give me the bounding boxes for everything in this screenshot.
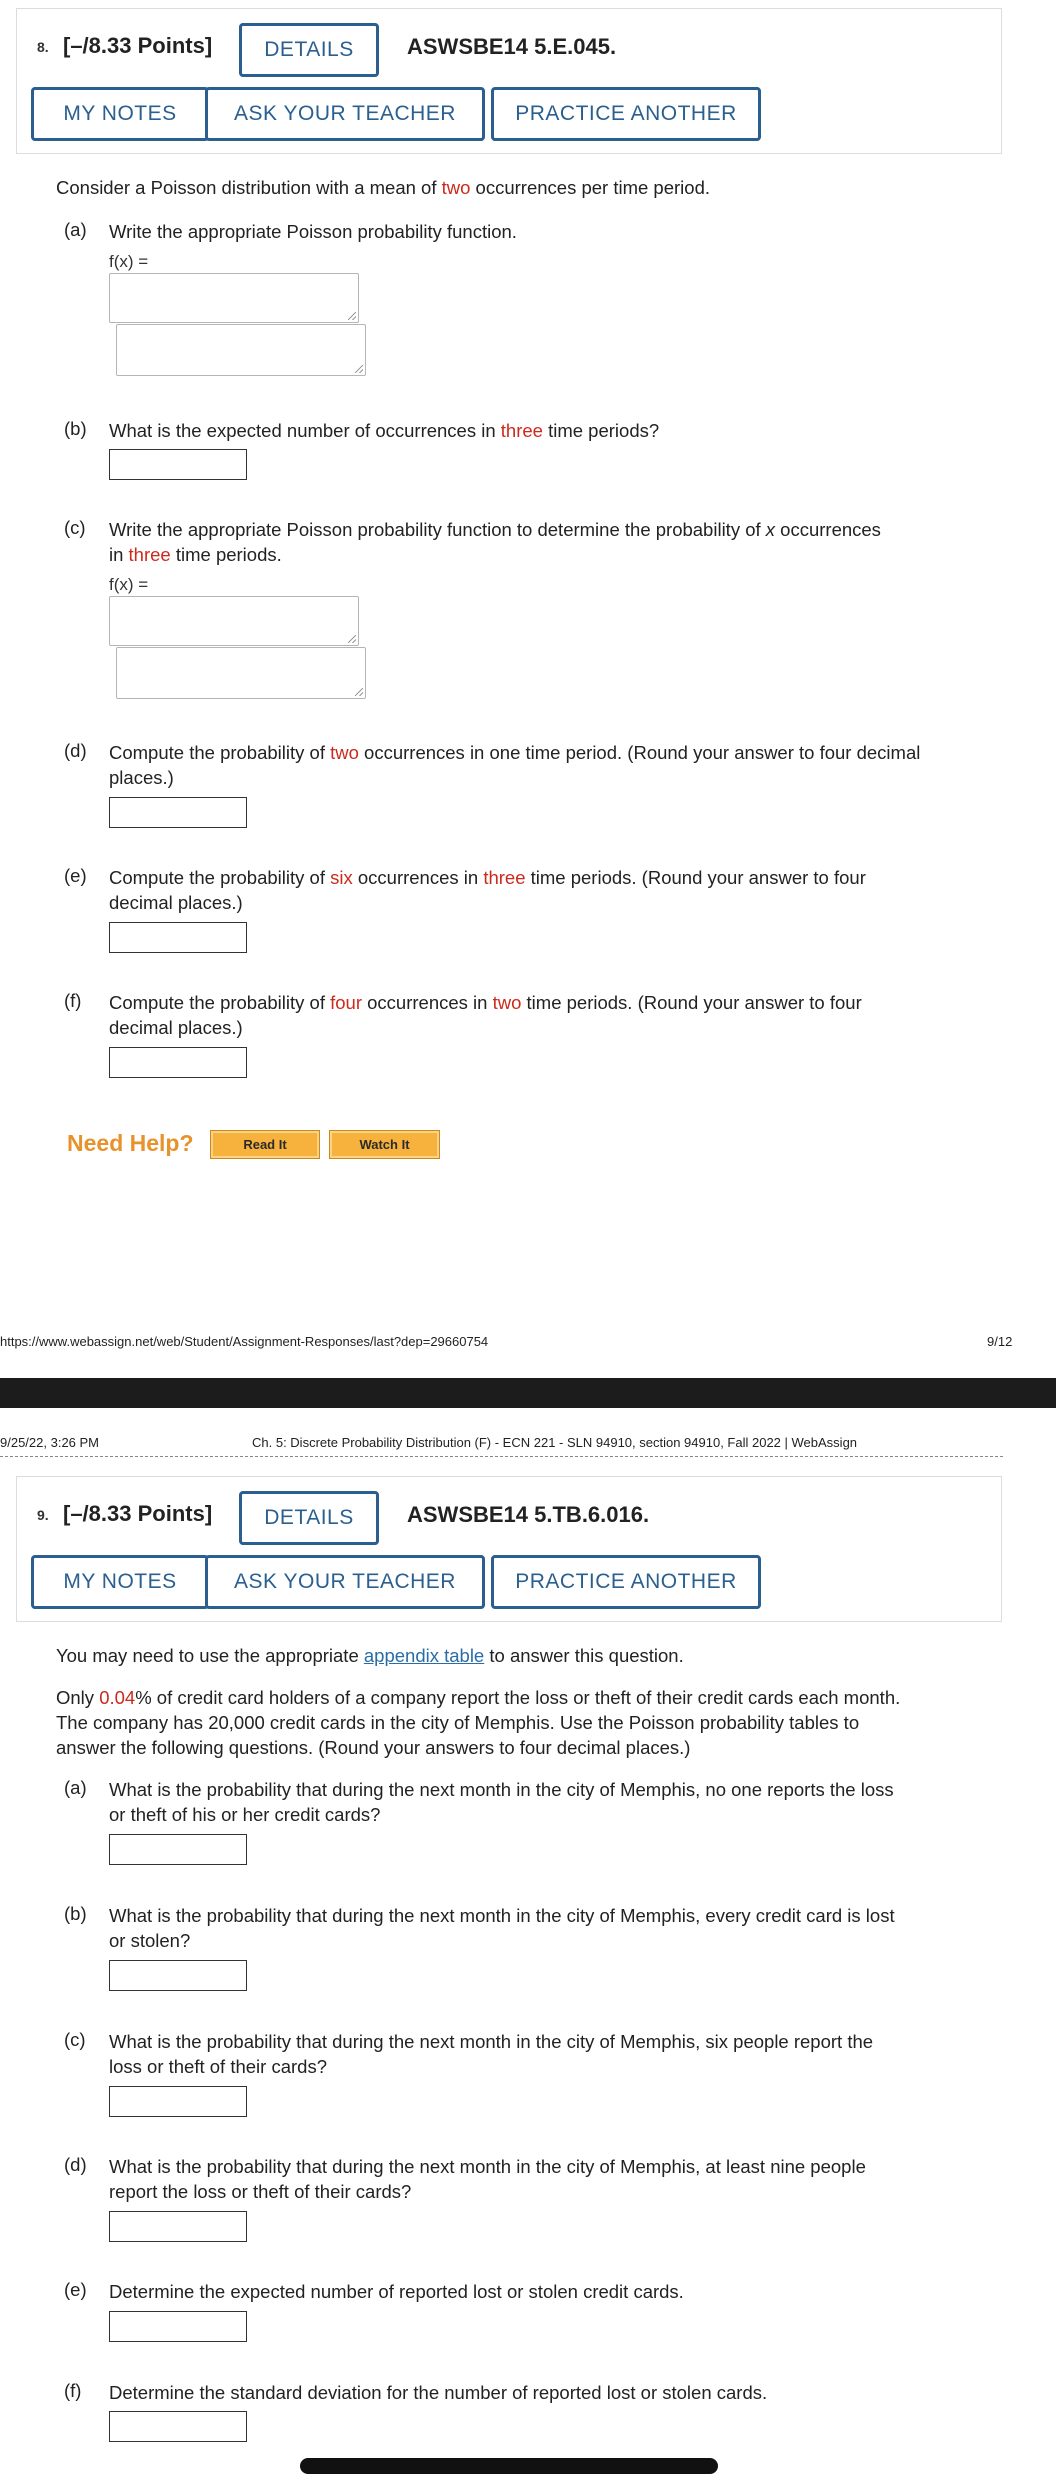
part-f-label: (f) <box>64 990 82 1011</box>
question-code: ASWSBE14 5.E.045. <box>407 34 617 59</box>
part-b-answer-input[interactable] <box>109 1960 247 1991</box>
part-a-label: (a) <box>64 1777 87 1798</box>
appendix-table-link[interactable]: appendix table <box>363 1645 485 1666</box>
question-intro: Only 0.04% of credit card holders of a company report the loss or theft of their credit cards each month. The company has 20,000 credit cards in the city of Memphis. Use the Poisson probability tables to answer the following questions. (Round your answers to four decimal places.) <box>56 1687 901 1758</box>
part-b-text: What is the expected number of occurrences in three time periods? <box>109 420 660 441</box>
part-e-answer-input[interactable] <box>109 2311 247 2342</box>
fx-label: f(x) = <box>109 252 149 271</box>
page-number: 9/12 <box>987 1334 1013 1349</box>
part-d-label: (d) <box>64 740 87 761</box>
part-a-text: Write the appropriate Poisson probability function. <box>109 221 517 242</box>
ask-your-teacher-button[interactable]: ASK YOUR TEACHER <box>205 1555 485 1609</box>
question-points: [–/8.33 Points] <box>63 33 213 58</box>
my-notes-button[interactable]: MY NOTES <box>31 1555 209 1609</box>
read-it-button[interactable]: Read It <box>210 1130 320 1159</box>
part-b-answer-input[interactable] <box>109 449 247 480</box>
watch-it-button[interactable]: Watch It <box>329 1130 440 1159</box>
question-9-header <box>16 1476 1002 1622</box>
part-c-label: (c) <box>64 517 86 538</box>
part-e-text: Determine the expected number of reported lost or stolen credit cards. <box>109 2281 684 2302</box>
print-title: Ch. 5: Discrete Probability Distribution (F) - ECN 221 - SLN 94910, section 94910, Fall 2022 | WebAssign <box>252 1435 858 1450</box>
appendix-note: You may need to use the appropriate appendix table to answer this question. <box>56 1645 684 1666</box>
part-d-text: What is the probability that during the next month in the city of Memphis, at least nine people report the loss or theft of their cards? <box>109 2156 866 2202</box>
page-url: https://www.webassign.net/web/Student/Assignment-Responses/last?dep=29660754 <box>0 1334 489 1349</box>
details-button[interactable]: DETAILS <box>239 1491 379 1545</box>
part-f-answer-input[interactable] <box>109 1047 247 1078</box>
part-c-text: What is the probability that during the next month in the city of Memphis, six people report the loss or theft of their cards? <box>109 2031 874 2077</box>
denominator-textarea[interactable] <box>116 324 366 376</box>
part-e-label: (e) <box>64 2279 87 2300</box>
dashed-divider <box>0 1456 1003 1457</box>
part-a-answer-input[interactable] <box>109 1834 247 1865</box>
part-b-text: What is the probability that during the next month in the city of Memphis, every credit card is lost or stolen? <box>109 1905 895 1951</box>
part-c-text: Write the appropriate Poisson probability function to determine the probability of x occurrences in three time periods. <box>109 519 881 565</box>
part-e-answer-input[interactable] <box>109 922 247 953</box>
print-datetime: 9/25/22, 3:26 PM <box>0 1435 100 1450</box>
part-f-text: Determine the standard deviation for the number of reported lost or stolen cards. <box>109 2382 768 2403</box>
my-notes-button[interactable]: MY NOTES <box>31 87 209 141</box>
question-points: [–/8.33 Points] <box>63 1501 213 1526</box>
numerator-textarea[interactable] <box>109 273 359 323</box>
question-code: ASWSBE14 5.TB.6.016. <box>407 1502 650 1527</box>
part-d-answer-input[interactable] <box>109 797 247 828</box>
part-d-answer-input[interactable] <box>109 2211 247 2242</box>
part-d-text: Compute the probability of two occurrences in one time period. (Round your answer to four decimal places.) <box>109 742 921 788</box>
part-e-text: Compute the probability of six occurrences in three time periods. (Round your answer to four decimal places.) <box>109 867 866 913</box>
denominator-textarea-c[interactable] <box>116 647 366 699</box>
question-number: 8. <box>37 39 49 55</box>
question-intro: Consider a Poisson distribution with a mean of two occurrences per time period. <box>56 177 711 198</box>
need-help-label: Need Help? <box>67 1130 194 1156</box>
part-f-label: (f) <box>64 2380 82 2401</box>
fx-label-c: f(x) = <box>109 575 149 594</box>
ask-your-teacher-button[interactable]: ASK YOUR TEACHER <box>205 87 485 141</box>
part-c-label: (c) <box>64 2029 86 2050</box>
part-b-label: (b) <box>64 1903 87 1924</box>
question-8-header <box>16 8 1002 154</box>
details-button[interactable]: DETAILS <box>239 23 379 77</box>
part-a-text: What is the probability that during the next month in the city of Memphis, no one reports the loss or theft of his or her credit cards? <box>109 1779 894 1825</box>
practice-another-button[interactable]: PRACTICE ANOTHER <box>491 87 761 141</box>
page-separator <box>0 1378 1056 1408</box>
part-b-label: (b) <box>64 418 87 439</box>
question-number: 9. <box>37 1507 49 1523</box>
part-f-text: Compute the probability of four occurrences in two time periods. (Round your answer to four decimal places.) <box>109 992 862 1038</box>
part-c-answer-input[interactable] <box>109 2086 247 2117</box>
part-d-label: (d) <box>64 2154 87 2175</box>
part-e-label: (e) <box>64 865 87 886</box>
home-indicator <box>300 2458 718 2474</box>
numerator-textarea-c[interactable] <box>109 596 359 646</box>
part-f-answer-input[interactable] <box>109 2411 247 2442</box>
part-a-label: (a) <box>64 219 87 240</box>
practice-another-button[interactable]: PRACTICE ANOTHER <box>491 1555 761 1609</box>
